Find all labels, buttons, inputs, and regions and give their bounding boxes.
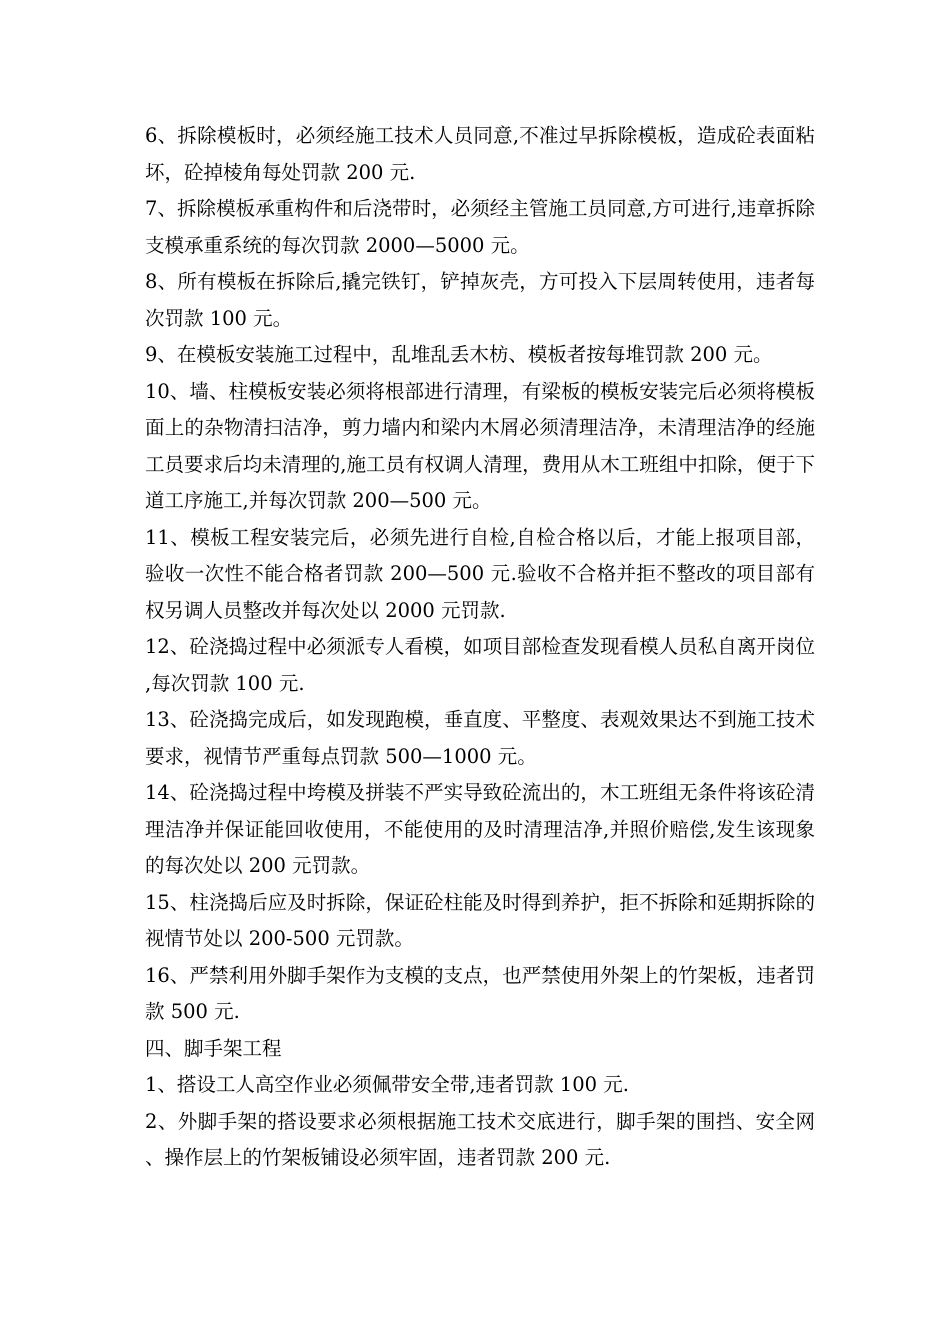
- paragraph-10: 10、墙、柱模板安装必须将根部进行清理，有梁板的模板安装完后必须将模板面上的杂物清扫洁净，剪力墙内和梁内木屑必须清理洁净，未清理洁净的经施工员要求后均未清理的,施工员有权调人清理，费用从木工班组中扣除，便于下道工序施工,并每次罚款 200—500 元。: [145, 379, 815, 512]
- paragraph-7: 7、拆除模板承重构件和后浇带时，必须经主管施工员同意,方可进行,违章拆除支模承重系统的每次罚款 2000—5000 元。: [145, 197, 815, 257]
- paragraph-6: 6、拆除模板时，必须经施工技术人员同意,不准过早拆除模板，造成砼表面粘坏，砼掉棱角每处罚款 200 元.: [145, 124, 815, 184]
- paragraph-12: 12、砼浇捣过程中必须派专人看模，如项目部检查发现看模人员私自离开岗位,每次罚款 100 元.: [145, 635, 815, 695]
- scaffolding-item-2: 2、外脚手架的搭设要求必须根据施工技术交底进行，脚手架的围挡、安全网、操作层上的竹架板铺设必须牢固，违者罚款 200 元.: [145, 1109, 815, 1169]
- paragraph-11: 11、模板工程安装完后，必须先进行自检,自检合格以后，才能上报项目部，验收一次性不能合格者罚款 200—500 元.验收不合格并拒不整改的项目部有权另调人员整改并每次处以 2000 元罚款.: [145, 525, 815, 622]
- scaffolding-item-1: 1、搭设工人高空作业必须佩带安全带,违者罚款 100 元.: [145, 1073, 629, 1096]
- paragraph-9: 9、在模板安装施工过程中，乱堆乱丢木枋、模板者按每堆罚款 200 元。: [145, 343, 773, 366]
- paragraph-14: 14、砼浇捣过程中垮模及拼装不严实导致砼流出的，木工班组无条件将该砼清理洁净并保证能回收使用，不能使用的及时清理洁净,并照价赔偿,发生该现象的每次处以 200 元罚款。: [145, 781, 815, 877]
- paragraph-16: 16、严禁利用外脚手架作为支模的支点，也严禁使用外架上的竹架板，违者罚款 500 元.: [145, 963, 815, 1023]
- section-heading-scaffolding: 四、脚手架工程: [145, 1036, 282, 1060]
- paragraph-13: 13、砼浇捣完成后，如发现跑模，垂直度、平整度、表观效果达不到施工技术要求，视情节严重每点罚款 500—1000 元。: [145, 708, 815, 768]
- document-body: [145, 118, 815, 1177]
- paragraph-15: 15、柱浇捣后应及时拆除，保证砼柱能及时得到养护，拒不拆除和延期拆除的视情节处以 200-500 元罚款。: [145, 890, 815, 950]
- paragraph-8: 8、所有模板在拆除后,撬完铁钉，铲掉灰壳，方可投入下层周转使用，违者每次罚款 100 元。: [145, 270, 815, 330]
